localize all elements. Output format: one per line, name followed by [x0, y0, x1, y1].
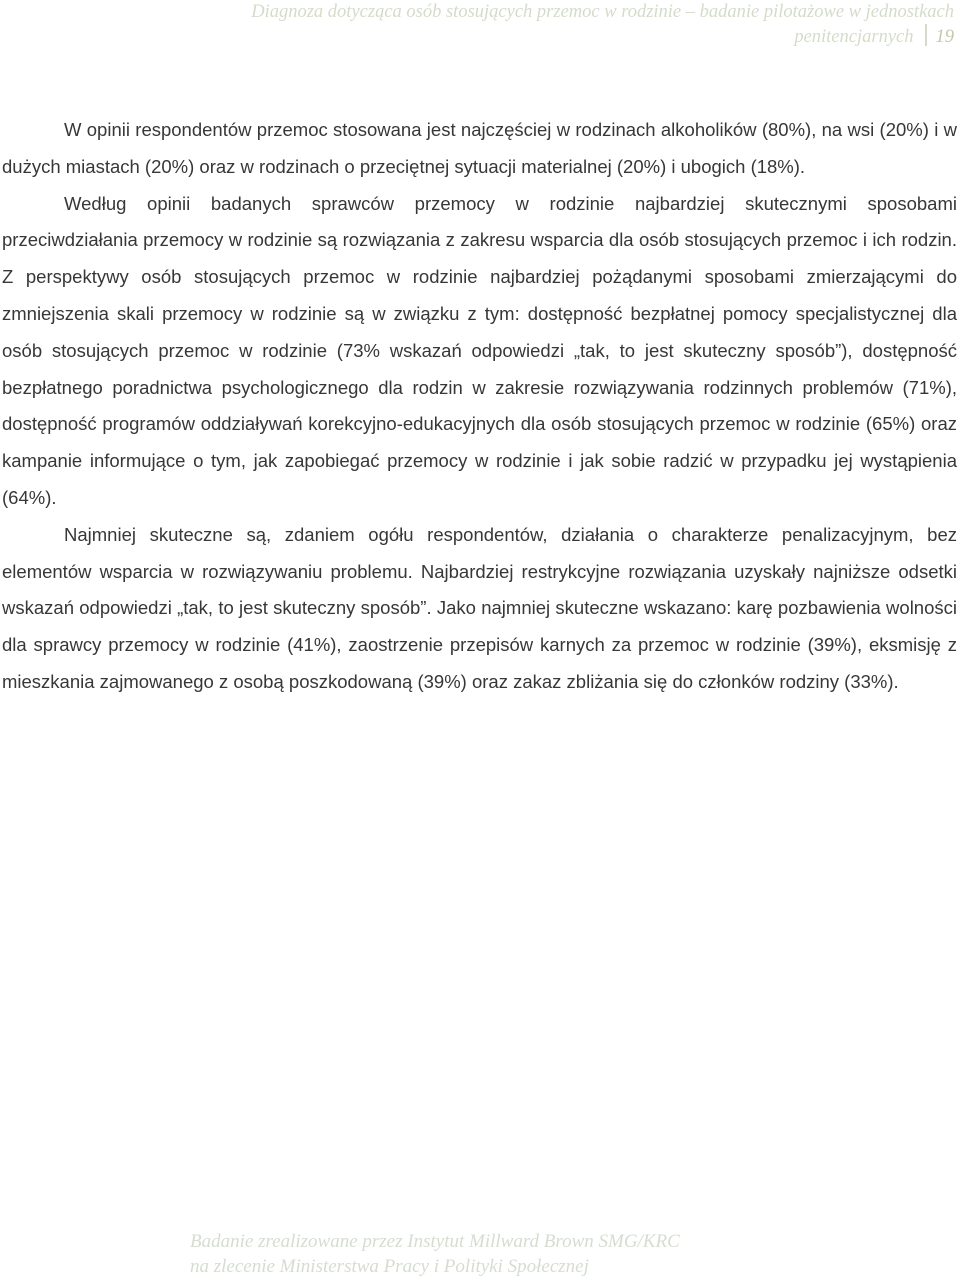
page-footer: [190, 1229, 930, 1279]
running-header: [54, 0, 954, 49]
body-text: [2, 112, 957, 701]
paragraph-3: Najmniej skuteczne są, zdaniem ogółu respondentów, działania o charakterze penalizacyjnym, bez elementów wsparcia w rozwiązywaniu problemu. Najbardziej restrykcyjne rozwiązania uzyskały najniższe odsetki wskazań odpowiedzi „tak, to jest skuteczny sposób”. Jako najmniej skuteczne wskazano: karę pozbawienia wolności dla sprawcy przemocy w rodzinie (41%), zaostrzenie przepisów karnych za przemoc w rodzinie (39%), eksmisję z mieszkania zajmowanego z osobą poszkodowaną (39%) oraz zakaz zbliżania się do członków rodziny (33%).: [2, 523, 957, 692]
header-title-line-2: [54, 24, 954, 49]
paragraph-1: W opinii respondentów przemoc stosowana jest najczęściej w rodzinach alkoholików (80%), na wsi (20%) i w dużych miastach (20%) oraz w rodzinach o przeciętnej sytuacji materialnej (20%) i ubogich (18%).: [2, 119, 957, 177]
footer-line-1: Badanie zrealizowane przez Instytut Millward Brown SMG/KRC: [190, 1231, 680, 1252]
header-title-line-1: Diagnoza dotycząca osób stosujących przemoc w rodzinie – badanie pilotażowe w jednostkach: [251, 2, 954, 22]
page-number-divider: [925, 24, 927, 46]
page-number: 19: [935, 27, 954, 47]
header-title-text-2: penitencjarnych: [794, 27, 914, 47]
paragraph-2: Według opinii badanych sprawców przemocy w rodzinie najbardziej skutecznymi sposobami przeciwdziałania przemocy w rodzinie są rozwiązania z zakresu wsparcia dla osób stosujących przemoc i ich rodzin. Z perspektywy osób stosujących przemoc w rodzinie najbardziej pożądanymi sposobami zmierzającymi do zmniejszenia skali przemocy w rodzinie są w związku z tym: dostępność bezpłatnej pomocy specjalistycznej dla osób stosujących przemoc w rodzinie (73% wskazań odpowiedzi „tak, to jest skuteczny sposób”), dostępność bezpłatnego poradnictwa psychologicznego dla rodzin w zakresie rozwiązywania rodzinnych problemów (71%), dostępność programów oddziaływań korekcyjno-edukacyjnych dla osób stosujących przemoc w rodzinie (65%) oraz kampanie informujące o tym, jak zapobiegać przemocy w rodzinie i jak sobie radzić w przypadku jej wystąpienia (64%).: [2, 192, 957, 508]
footer-line-2: na zlecenie Ministerstwa Pracy i Polityki Społecznej: [190, 1256, 589, 1277]
